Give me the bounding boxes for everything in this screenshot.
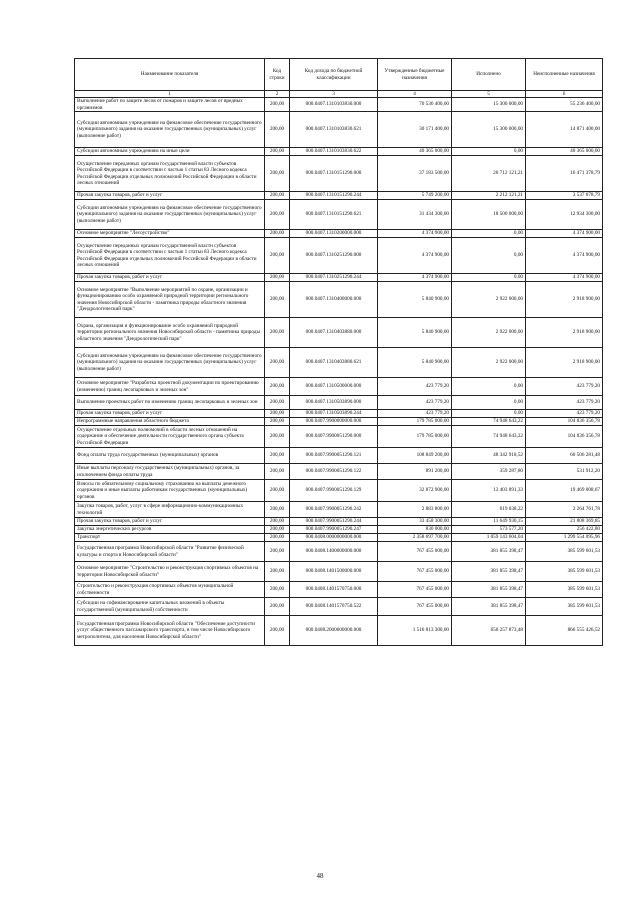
row-income-code-cell: 000.0407.1310103830.621 — [290, 112, 378, 148]
row-income-code-cell: 000.0407.1310103830.622 — [290, 148, 378, 156]
row-executed-cell: 0,00 — [452, 410, 526, 418]
row-line-code-cell: 200,00 — [265, 112, 290, 148]
table-row — [75, 148, 603, 156]
header-indicator-name: Наименование показателя — [75, 59, 265, 91]
column-number: 3 — [290, 91, 378, 98]
row-name-cell: Транспорт — [75, 534, 265, 542]
row-name-cell: Прочая закупка товаров, работ и услуг — [75, 518, 265, 526]
row-line-code-cell: 200,00 — [265, 426, 290, 448]
row-executed-cell: 18 500 000,00 — [452, 200, 526, 230]
row-name-cell: Прочая закупка товаров, работ и услуг — [75, 410, 265, 418]
table-row — [75, 378, 603, 396]
table-row — [75, 318, 603, 348]
table-row — [75, 112, 603, 148]
row-line-code-cell: 200,00 — [265, 518, 290, 526]
header-income-code: Код дохода по бюджетной классификации — [290, 59, 378, 91]
row-unexecuted-cell: 423 779,20 — [526, 378, 603, 396]
row-line-code-cell: 200,00 — [265, 238, 290, 274]
column-number: 4 — [378, 91, 452, 98]
row-unexecuted-cell: 423 779,20 — [526, 396, 603, 410]
row-name-cell: Субсидии автономным учреждениям на финансовое обеспечение государственного (муниципального) задания на оказание государственных (муниципальных) услуг (выполнение работ) — [75, 348, 265, 378]
row-line-code-cell: 200,00 — [265, 282, 290, 318]
row-executed-cell: 13 403 891,33 — [452, 480, 526, 502]
row-unexecuted-cell: 40 365 000,00 — [526, 148, 603, 156]
row-executed-cell: 2 922 000,00 — [452, 318, 526, 348]
table-row — [75, 396, 603, 410]
row-executed-cell: 573 577,20 — [452, 526, 526, 534]
row-approved-cell: 179 785 000,00 — [378, 418, 452, 426]
row-approved-cell: 423 779,20 — [378, 378, 452, 396]
row-unexecuted-cell: 16 471 378,79 — [526, 156, 603, 192]
row-name-cell: Государственная программа Новосибирской области "Развитие физической культуры и спорта в Новосибирской области" — [75, 542, 265, 562]
row-name-cell: Основное мероприятие "Разработка проектной документации по проектированию (изменению) границ лесопарковых и зеленых зон" — [75, 378, 265, 396]
row-unexecuted-cell: 423 779,20 — [526, 410, 603, 418]
row-approved-cell: 70 536 400,00 — [378, 98, 452, 112]
row-approved-cell: 5 840 900,00 — [378, 282, 452, 318]
row-income-code-cell: 000.0407.9900000000.000 — [290, 418, 378, 426]
row-income-code-cell: 000.0407.1310251290.000 — [290, 238, 378, 274]
row-line-code-cell: 200,00 — [265, 534, 290, 542]
row-executed-cell: 0,00 — [452, 230, 526, 238]
row-line-code-cell: 200,00 — [265, 480, 290, 502]
row-approved-cell: 30 171 400,00 — [378, 112, 452, 148]
row-unexecuted-cell: 4 374 900,00 — [526, 230, 603, 238]
table-row — [75, 230, 603, 238]
row-line-code-cell: 200,00 — [265, 318, 290, 348]
row-name-cell: Основное мероприятие "Лесоустройство" — [75, 230, 265, 238]
row-name-cell: Непрограммные направления областного бюджета — [75, 418, 265, 426]
row-unexecuted-cell: 385 599 601,53 — [526, 562, 603, 582]
row-name-cell: Строительство и реконструкция спортивных объектов муниципальной собственности — [75, 582, 265, 598]
row-unexecuted-cell: 19 469 008,67 — [526, 480, 603, 502]
row-line-code-cell: 200,00 — [265, 448, 290, 464]
report-sheet — [74, 58, 602, 646]
row-unexecuted-cell: 21 808 369,85 — [526, 518, 603, 526]
row-income-code-cell: 000.0407.1310103830.000 — [290, 98, 378, 112]
row-unexecuted-cell: 104 836 356,78 — [526, 426, 603, 448]
table-row — [75, 534, 603, 542]
table-row — [75, 582, 603, 598]
budget-execution-table — [74, 58, 603, 646]
row-executed-cell: 2 922 000,00 — [452, 282, 526, 318]
row-approved-cell: 33 458 300,00 — [378, 518, 452, 526]
row-executed-cell: 74 948 643,22 — [452, 426, 526, 448]
row-approved-cell: 767 455 000,00 — [378, 598, 452, 616]
row-name-cell: Субсидии автономным учреждениям на иные цели — [75, 148, 265, 156]
row-approved-cell: 31 434 300,00 — [378, 200, 452, 230]
row-name-cell: Основное мероприятие "Строительство и реконструкция спортивных объектов на территории Новосибирской области" — [75, 562, 265, 582]
row-name-cell: Субсидии автономным учреждениям на финансовое обеспечение государственного (муниципального) задания на оказание государственных (муниципальных) услуг (выполнение работ) — [75, 112, 265, 148]
table-header-row — [75, 59, 603, 91]
row-executed-cell: 650 257 873,48 — [452, 616, 526, 646]
row-line-code-cell: 200,00 — [265, 348, 290, 378]
row-approved-cell: 1 516 813 300,00 — [378, 616, 452, 646]
row-approved-cell: 108 849 200,00 — [378, 448, 452, 464]
row-unexecuted-cell: 531 912,20 — [526, 464, 603, 480]
table-row — [75, 426, 603, 448]
row-name-cell: Иные выплаты персоналу государственных (муниципальных) органов, за исключением фонда оплаты труда — [75, 464, 265, 480]
row-unexecuted-cell: 60 506 281,48 — [526, 448, 603, 464]
row-income-code-cell: 000.0407.1310400000.000 — [290, 282, 378, 318]
row-line-code-cell: 200,00 — [265, 598, 290, 616]
row-executed-cell: 0,00 — [452, 238, 526, 274]
column-number: 2 — [265, 91, 290, 98]
row-approved-cell: 5 840 900,00 — [378, 348, 452, 378]
row-income-code-cell: 000.0407.9900051290.242 — [290, 502, 378, 518]
row-executed-cell: 0,00 — [452, 378, 526, 396]
row-unexecuted-cell: 385 599 601,53 — [526, 598, 603, 616]
table-row — [75, 526, 603, 534]
column-number: 5 — [452, 91, 526, 98]
row-income-code-cell: 000.0407.1310503890.244 — [290, 410, 378, 418]
row-unexecuted-cell: 2 264 761,78 — [526, 502, 603, 518]
table-row — [75, 562, 603, 582]
row-line-code-cell: 200,00 — [265, 396, 290, 410]
row-name-cell: Основное мероприятие "Выполнение мероприятий по охране, организации и функционированию особо охраняемой природной территории регионального значения Новосибирской области - памятника природы областного значения "Дендрологический парк" — [75, 282, 265, 318]
row-income-code-cell: 000.0408.2000000000.000 — [290, 616, 378, 646]
row-unexecuted-cell: 866 555 426,52 — [526, 616, 603, 646]
table-row — [75, 616, 603, 646]
header-line-code: Код строки — [265, 59, 290, 91]
row-approved-cell: 2 358 697 700,00 — [378, 534, 452, 542]
row-executed-cell: 15 300 000,00 — [452, 112, 526, 148]
row-unexecuted-cell: 55 236 400,00 — [526, 98, 603, 112]
row-name-cell: Охрана, организация и функционирование особо охраняемой природной территории регионального значения Новосибирской области - памятника природы областного значения "Дендрологический парк" — [75, 318, 265, 348]
row-approved-cell: 4 374 900,00 — [378, 238, 452, 274]
row-approved-cell: 179 785 000,00 — [378, 426, 452, 448]
table-row — [75, 502, 603, 518]
row-unexecuted-cell: 12 934 300,00 — [526, 200, 603, 230]
row-line-code-cell: 200,00 — [265, 464, 290, 480]
row-name-cell: Прочая закупка товаров, работ и услуг — [75, 192, 265, 200]
row-income-code-cell: 000.0407.9900051290.121 — [290, 448, 378, 464]
row-unexecuted-cell: 3 537 078,79 — [526, 192, 603, 200]
header-approved: Утвержденные бюджетные назначения — [378, 59, 452, 91]
row-unexecuted-cell: 385 599 601,53 — [526, 582, 603, 598]
row-income-code-cell: 000.0407.1310403880.000 — [290, 318, 378, 348]
row-executed-cell: 381 855 398,47 — [452, 542, 526, 562]
table-row — [75, 598, 603, 616]
row-executed-cell: 74 948 643,22 — [452, 418, 526, 426]
row-income-code-cell: 000.0408.1401500000.000 — [290, 562, 378, 582]
row-executed-cell: 15 300 000,00 — [452, 98, 526, 112]
row-name-cell: Субсидии на софинансирование капитальных вложений в объекты государственной (муниципальной) собственности — [75, 598, 265, 616]
row-line-code-cell: 200,00 — [265, 582, 290, 598]
row-name-cell: Выполнение работ по защите лесов от пожаров и защите лесов от вредных организмов — [75, 98, 265, 112]
row-approved-cell: 5 749 200,00 — [378, 192, 452, 200]
row-income-code-cell: 000.0407.1310251290.244 — [290, 274, 378, 282]
row-executed-cell: 20 712 121,21 — [452, 156, 526, 192]
row-executed-cell: 11 649 930,15 — [452, 518, 526, 526]
row-line-code-cell: 200,00 — [265, 378, 290, 396]
table-row — [75, 282, 603, 318]
row-unexecuted-cell: 4 374 900,00 — [526, 238, 603, 274]
row-executed-cell: 2 212 121,21 — [452, 192, 526, 200]
row-approved-cell: 767 455 000,00 — [378, 562, 452, 582]
row-line-code-cell: 200,00 — [265, 542, 290, 562]
table-row — [75, 200, 603, 230]
table-row — [75, 464, 603, 480]
row-income-code-cell: 000.0407.1310151290.244 — [290, 192, 378, 200]
row-line-code-cell: 200,00 — [265, 616, 290, 646]
row-unexecuted-cell: 104 836 356,78 — [526, 418, 603, 426]
table-body — [75, 98, 603, 646]
table-row — [75, 238, 603, 274]
row-unexecuted-cell: 14 871 400,00 — [526, 112, 603, 148]
row-unexecuted-cell: 4 374 900,00 — [526, 274, 603, 282]
row-approved-cell: 423 779,20 — [378, 396, 452, 410]
row-approved-cell: 830 000,00 — [378, 526, 452, 534]
table-row — [75, 98, 603, 112]
row-approved-cell: 40 365 000,00 — [378, 148, 452, 156]
row-line-code-cell: 200,00 — [265, 274, 290, 282]
table-row — [75, 410, 603, 418]
row-approved-cell: 767 455 000,00 — [378, 542, 452, 562]
row-executed-cell: 0,00 — [452, 274, 526, 282]
row-name-cell: Субсидии автономным учреждениям на финансовое обеспечение государственного (муниципального) задания на оказание государственных (муниципальных) услуг (выполнение работ) — [75, 200, 265, 230]
row-executed-cell: 381 855 398,47 — [452, 598, 526, 616]
row-name-cell: Закупка энергетических ресурсов — [75, 526, 265, 534]
row-line-code-cell: 200,00 — [265, 418, 290, 426]
row-income-code-cell: 000.0407.1310403880.621 — [290, 348, 378, 378]
row-income-code-cell: 000.0407.9900051290.122 — [290, 464, 378, 480]
row-unexecuted-cell: 1 299 554 095,96 — [526, 534, 603, 542]
row-income-code-cell: 000.0407.1310151290.621 — [290, 200, 378, 230]
row-name-cell: Прочая закупка товаров, работ и услуг — [75, 274, 265, 282]
row-approved-cell: 767 455 000,00 — [378, 582, 452, 598]
row-name-cell: Государственная программа Новосибирской области "Обеспечение доступности услуг общественного пассажирского транспорта, в том числе Новосибирского метрополитена, для населения Новосибирской области" — [75, 616, 265, 646]
row-line-code-cell: 200,00 — [265, 200, 290, 230]
row-unexecuted-cell: 256 422,80 — [526, 526, 603, 534]
row-name-cell: Осуществление отдельных полномочий в области лесных отношений на содержание и обеспечение деятельности государственного органа субъекта Российской Федерации — [75, 426, 265, 448]
row-line-code-cell: 200,00 — [265, 230, 290, 238]
row-income-code-cell: 000.0408.1400000000.000 — [290, 542, 378, 562]
row-income-code-cell: 000.0407.9900051290.247 — [290, 526, 378, 534]
row-executed-cell: 381 855 398,47 — [452, 562, 526, 582]
row-approved-cell: 891 200,00 — [378, 464, 452, 480]
header-executed: Исполнено — [452, 59, 526, 91]
row-income-code-cell: 000.0408.1401570750.000 — [290, 582, 378, 598]
column-number-row — [75, 91, 603, 98]
row-line-code-cell: 200,00 — [265, 192, 290, 200]
page-number: 48 — [316, 872, 324, 880]
row-line-code-cell: 200,00 — [265, 502, 290, 518]
row-line-code-cell: 200,00 — [265, 98, 290, 112]
table-row — [75, 480, 603, 502]
row-approved-cell: 4 374 900,00 — [378, 230, 452, 238]
table-row — [75, 418, 603, 426]
row-unexecuted-cell: 2 918 900,00 — [526, 348, 603, 378]
row-approved-cell: 5 840 900,00 — [378, 318, 452, 348]
row-income-code-cell: 000.0408.0000000000.000 — [290, 534, 378, 542]
row-line-code-cell: 200,00 — [265, 562, 290, 582]
table-row — [75, 518, 603, 526]
column-number: 6 — [526, 91, 603, 98]
row-executed-cell: 359 287,80 — [452, 464, 526, 480]
row-unexecuted-cell: 2 918 900,00 — [526, 318, 603, 348]
column-number: 1 — [75, 91, 265, 98]
row-executed-cell: 0,00 — [452, 148, 526, 156]
row-executed-cell: 381 855 398,47 — [452, 582, 526, 598]
table-row — [75, 542, 603, 562]
row-approved-cell: 2 883 800,00 — [378, 502, 452, 518]
table-row — [75, 274, 603, 282]
table-row — [75, 348, 603, 378]
row-income-code-cell: 000.0407.9900051290.244 — [290, 518, 378, 526]
row-approved-cell: 423 779,20 — [378, 410, 452, 418]
row-line-code-cell: 200,00 — [265, 526, 290, 534]
row-name-cell: Выполнение проектных работ по изменению границ лесопарковых и зеленых зон — [75, 396, 265, 410]
row-executed-cell: 0,00 — [452, 396, 526, 410]
row-income-code-cell: 000.0407.1310151290.000 — [290, 156, 378, 192]
row-income-code-cell: 000.0407.1310200000.000 — [290, 230, 378, 238]
table-row — [75, 192, 603, 200]
row-income-code-cell: 000.0407.9900051290.129 — [290, 480, 378, 502]
row-unexecuted-cell: 385 599 601,53 — [526, 542, 603, 562]
row-unexecuted-cell: 2 918 900,00 — [526, 282, 603, 318]
row-name-cell: Осуществление переданных органам государственной власти субъектов Российской Федерации в соответствии с частью 1 статьи 83 Лесного кодекса Российской Федерации отдельных полномочий Российской Федерации в области лесных отношений — [75, 156, 265, 192]
row-line-code-cell: 200,00 — [265, 148, 290, 156]
row-approved-cell: 37 183 500,00 — [378, 156, 452, 192]
row-income-code-cell: 000.0407.1310503890.000 — [290, 396, 378, 410]
row-line-code-cell: 200,00 — [265, 410, 290, 418]
row-name-cell: Взносы по обязательному социальному страхованию на выплаты денежного содержания и иные выплаты работникам государственных (муниципальных) органов — [75, 480, 265, 502]
row-income-code-cell: 000.0407.9900051290.000 — [290, 426, 378, 448]
row-name-cell: Фонд оплаты труда государственных (муниципальных) органов — [75, 448, 265, 464]
row-executed-cell: 1 059 143 604,04 — [452, 534, 526, 542]
row-executed-cell: 619 038,22 — [452, 502, 526, 518]
row-name-cell: Закупка товаров, работ, услуг в сфере информационно-коммуникационных технологий — [75, 502, 265, 518]
row-executed-cell: 2 922 000,00 — [452, 348, 526, 378]
row-name-cell: Осуществление переданных органам государственной власти субъектов Российской Федерации в соответствии с частью 1 статьи 83 Лесного кодекса Российской Федерации отдельных полномочий Российской Федерации в области лесных отношений — [75, 238, 265, 274]
table-row — [75, 156, 603, 192]
row-income-code-cell: 000.0407.1310500000.000 — [290, 378, 378, 396]
row-executed-cell: 48 342 918,52 — [452, 448, 526, 464]
row-approved-cell: 32 872 900,00 — [378, 480, 452, 502]
table-row — [75, 448, 603, 464]
row-approved-cell: 4 374 900,00 — [378, 274, 452, 282]
row-line-code-cell: 200,00 — [265, 156, 290, 192]
row-income-code-cell: 000.0408.1401570750.522 — [290, 598, 378, 616]
header-unexecuted: Неисполненные назначения — [526, 59, 603, 91]
